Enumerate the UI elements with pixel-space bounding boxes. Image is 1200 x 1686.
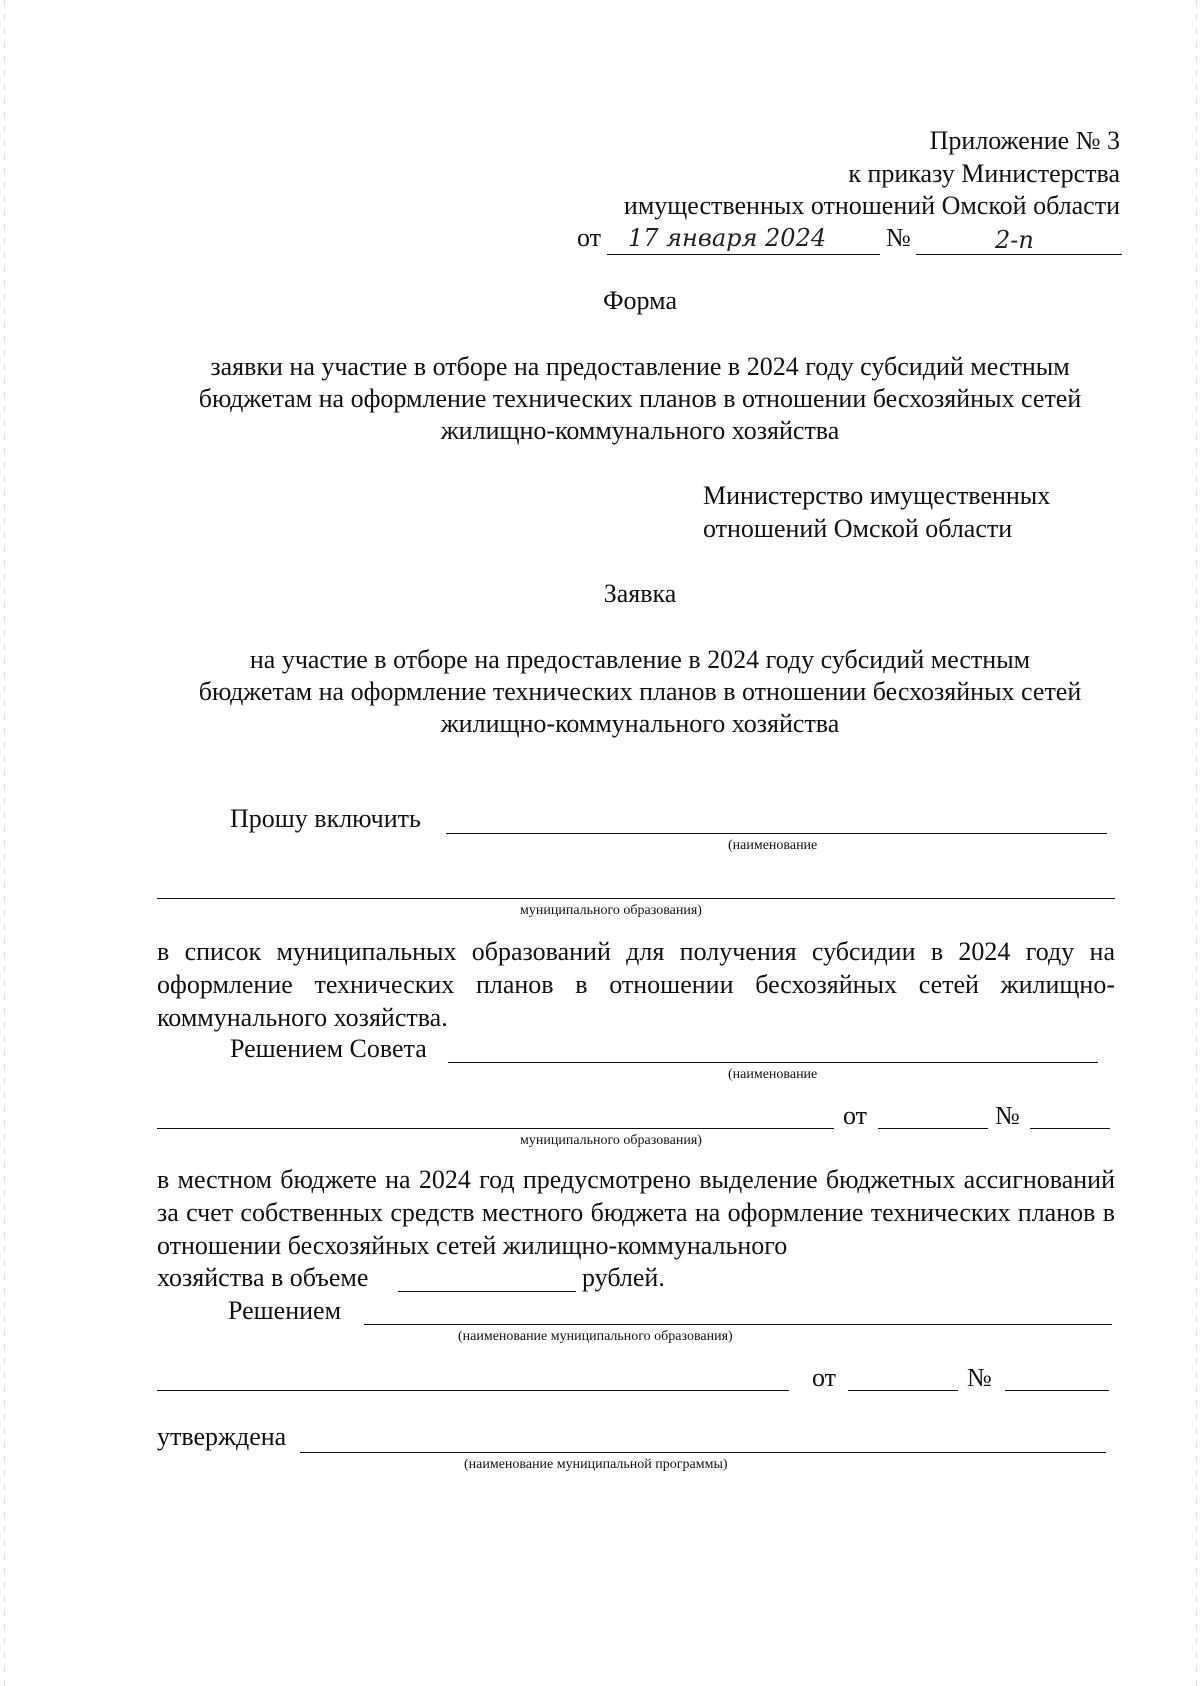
decision-label: Решением: [228, 1296, 342, 1325]
application-subtitle-line: бюджетам на оформление технических планов в отношении бесхозяйных сетей: [198, 677, 1082, 706]
decision-date-label: от: [812, 1363, 837, 1392]
paragraph-inclusion: в список муниципальных образований для получения субсидии в 2024 году на оформление технических планов в отношении бесхозяйных сетей жилищно-коммунального хозяйства.: [157, 937, 1115, 1032]
order-date-handwritten: 17 января 2024: [628, 224, 827, 252]
order-number-label: №: [886, 223, 911, 252]
decision-number-label: №: [967, 1363, 992, 1392]
order-number-underline: [916, 254, 1122, 255]
council-name-field[interactable]: [448, 1062, 1098, 1063]
hint-name: (наименование: [728, 1067, 818, 1082]
addressee-line: Министерство имущественных: [703, 481, 1051, 510]
application-subtitle-line: на участие в отборе на предоставление в 2024 году субсидий местным: [249, 645, 1031, 674]
council-name-field-cont[interactable]: [157, 1128, 834, 1129]
decision-name-field-cont[interactable]: [157, 1390, 789, 1391]
council-decision-label: Решением Совета: [230, 1034, 427, 1063]
form-subtitle-line: заявки на участие в отборе на предоставление в 2024 году субсидий местным: [210, 352, 1070, 381]
approved-label: утверждена: [157, 1422, 287, 1451]
budget-amount-suffix: рублей.: [582, 1263, 665, 1292]
appendix-ministry: имущественных отношений Омской области: [623, 191, 1120, 220]
council-date-field[interactable]: [878, 1128, 988, 1129]
municipality-name-field[interactable]: [446, 833, 1107, 834]
hint-municipality: муниципального образования): [520, 903, 702, 918]
decision-number-field[interactable]: [1005, 1390, 1109, 1391]
order-date-label: от: [577, 223, 602, 252]
decision-date-field[interactable]: [848, 1390, 958, 1391]
order-number-handwritten: 2-п: [995, 226, 1034, 254]
council-number-label: №: [995, 1101, 1020, 1130]
paragraph-budget: в местном бюджете на 2024 год предусмотрено выделение бюджетных ассигнований за счет собственных средств местного бюджета на оформление технических планов в отношении бесхозяйных сетей жилищно-коммунального: [157, 1165, 1115, 1260]
municipality-name-field-cont[interactable]: [157, 898, 1115, 899]
application-title: Заявка: [603, 579, 677, 608]
hint-full-municipality: (наименование муниципального образования): [458, 1329, 733, 1344]
scan-edge-right: [1196, 0, 1197, 1686]
hint-municipality: муниципального образования): [520, 1133, 702, 1148]
appendix-order-ref: к приказу Министерства: [848, 159, 1120, 188]
order-date-underline: [607, 254, 880, 255]
budget-amount-field[interactable]: [398, 1291, 576, 1292]
form-title: Форма: [603, 286, 677, 315]
scan-edge-left: [4, 0, 5, 1686]
program-name-field[interactable]: [300, 1452, 1106, 1453]
addressee-line: отношений Омской области: [703, 514, 1013, 543]
form-subtitle-line: бюджетам на оформление технических планов в отношении бесхозяйных сетей: [198, 384, 1082, 413]
decision-name-field[interactable]: [364, 1324, 1112, 1325]
form-subtitle-line: жилищно-коммунального хозяйства: [440, 416, 840, 445]
budget-amount-prefix: хозяйства в объеме: [157, 1263, 369, 1292]
hint-program: (наименование муниципальной программы): [464, 1457, 728, 1472]
request-label: Прошу включить: [230, 804, 421, 833]
council-date-label: от: [843, 1101, 868, 1130]
application-subtitle-line: жилищно-коммунального хозяйства: [440, 709, 840, 738]
hint-name: (наименование: [728, 838, 818, 853]
council-number-field[interactable]: [1030, 1128, 1110, 1129]
appendix-number: Приложение № 3: [929, 126, 1120, 155]
